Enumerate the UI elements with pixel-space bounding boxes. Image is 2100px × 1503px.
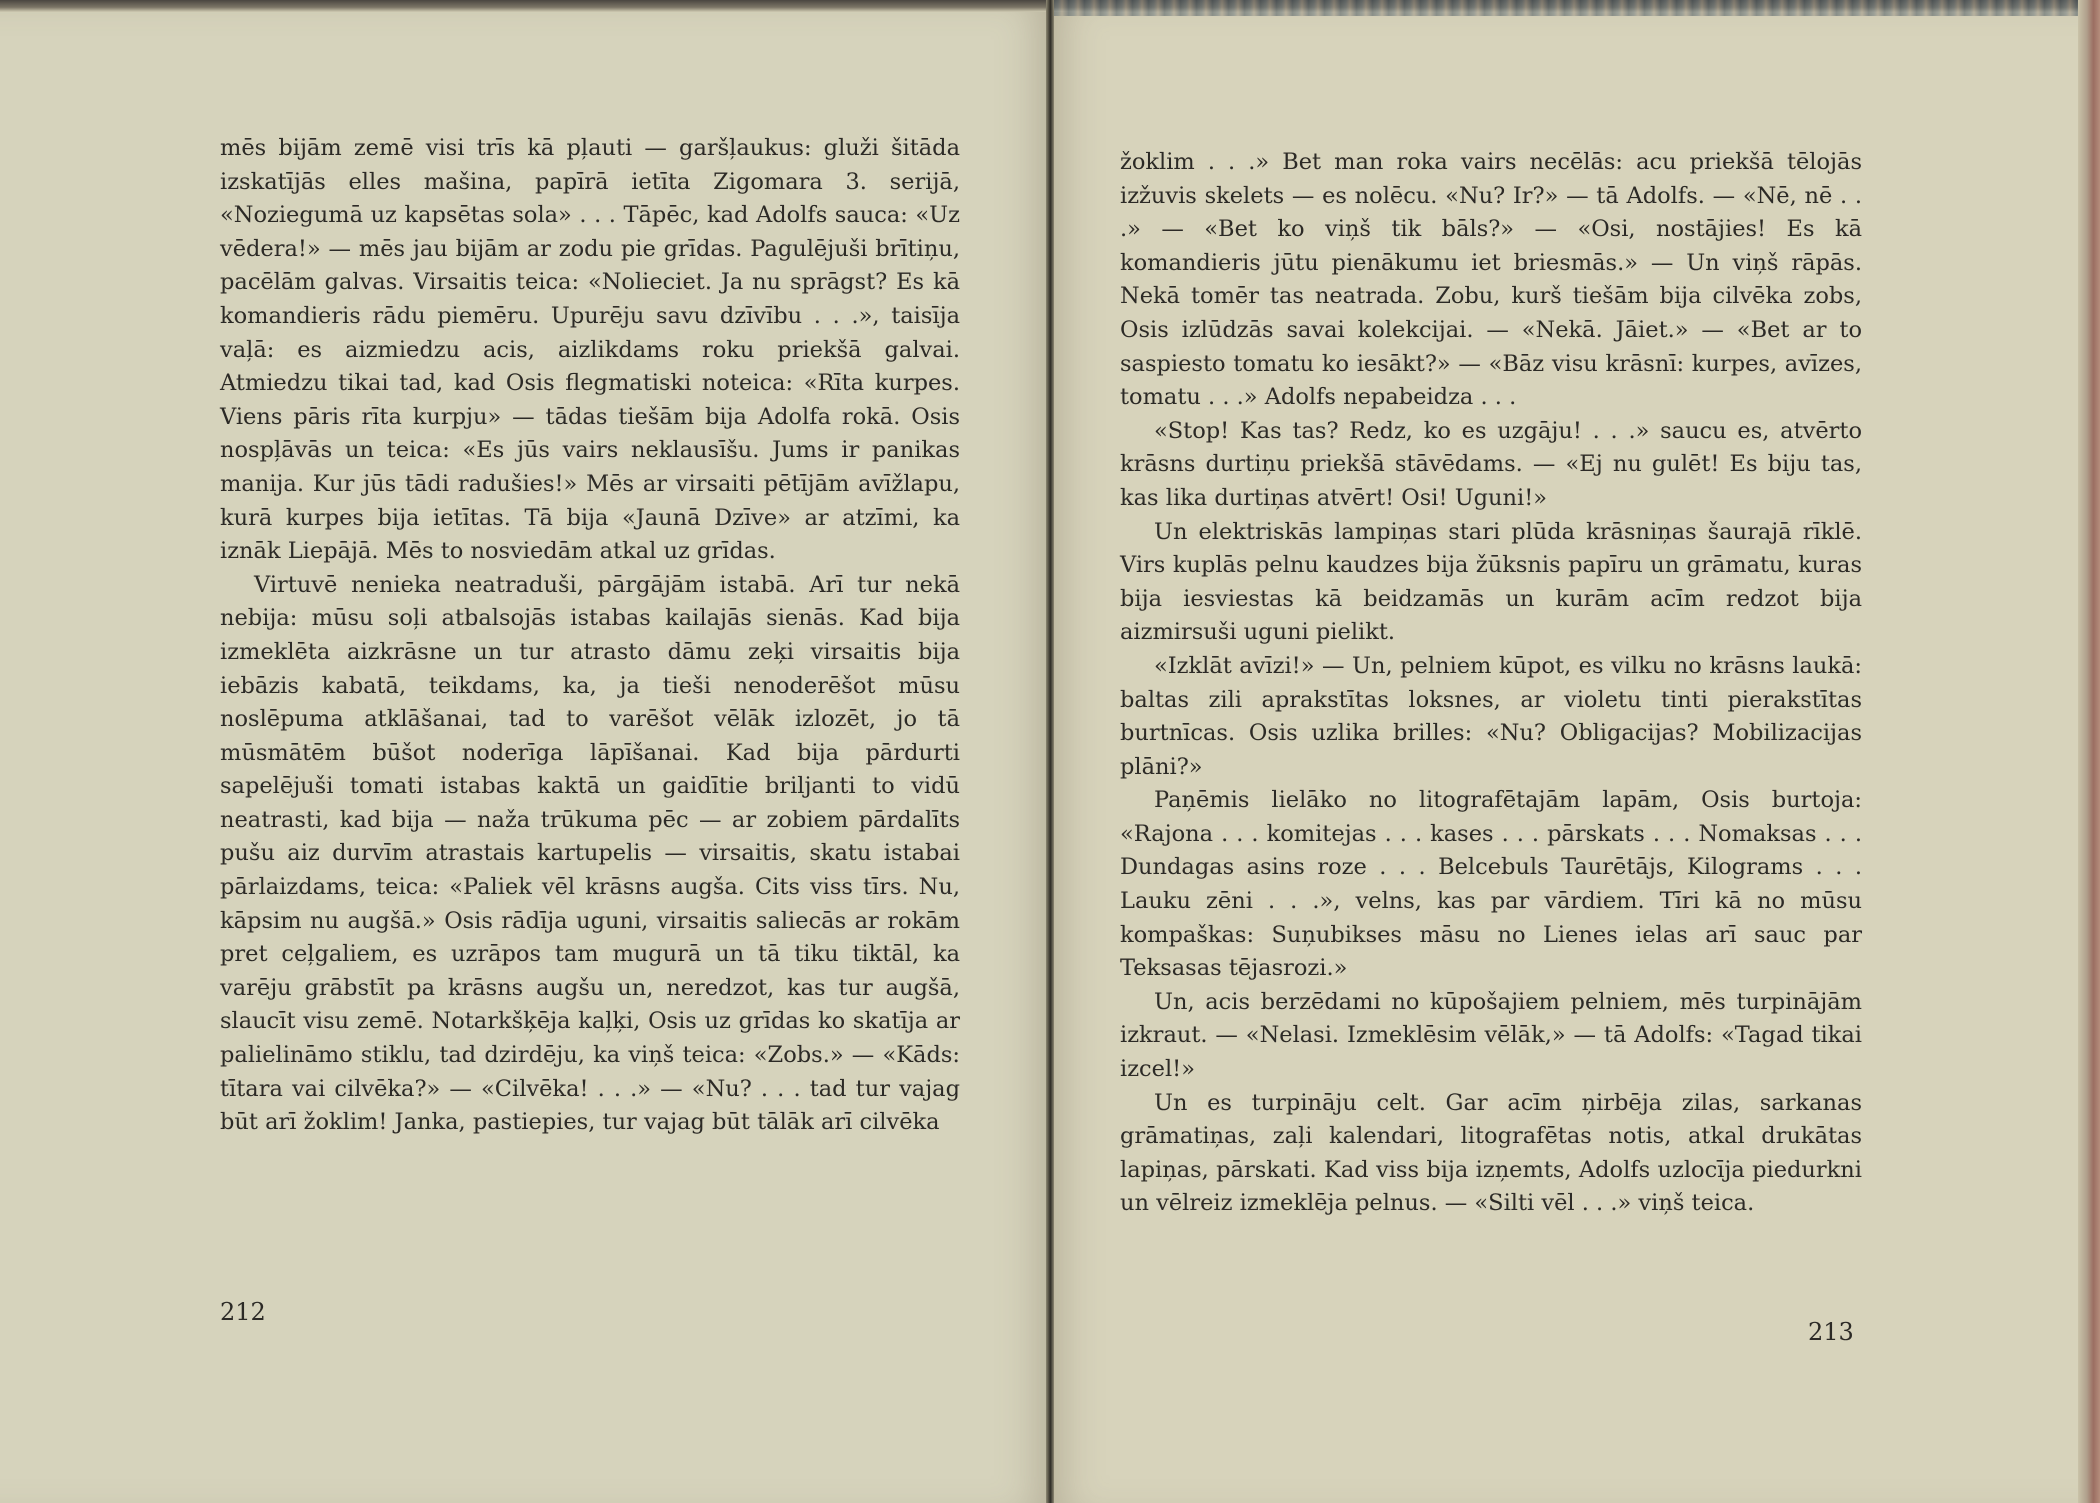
paragraph: Un elektriskās lampiņas stari plūda krāsniņas šaurajā rīklē. Virs kuplās pelnu kaudzes bija žūksnis papīru un grāmatu, kuras bija iesviestas kā beidzamās un kurām acīm redzot bija aizmirsuši uguni pielikt. <box>1120 518 1862 646</box>
right-page-text <box>1120 146 1862 1221</box>
paragraph: Paņēmis lielāko no litografētajām lapām, Osis burtoja: «Rajona . . . komitejas . . . kases . . . pārskats . . . Nomaksas . . . Dundagas asins roze . . . Belcebuls Taurētājs, Kilograms . . . Lauku zēni . . .», velns, kas par vārdiem. Tīri kā no mūsu kompaškas: Suņubikses māsu no Lienes ielas arī sauc par Teksasas tējasrozi.» <box>1120 787 1862 982</box>
paragraph: žoklim . . .» Bet man roka vairs necēlās: acu priekšā tēlojās izžuvis skelets — es nolēcu. «Nu? Ir?» — tā Adolfs. — «Nē, nē . . .» — «Bet ko viņš tik bāls?» — «Osi, nostājies! Es kā komandieris jūtu pienākumu iet briesmās.» — Un viņš rāpās. Nekā tomēr tas neatrada. Zobu, kurš tiešām bija cilvēka zobs, Osis izlūdzās savai kolekcijai. — «Nekā. Jāiet.» — «Bet ar to saspiesto tomatu ko iesākt?» — «Bāz visu krāsnī: kurpes, avīzes, tomatu . . .» Adolfs nepabeidza . . . <box>1120 149 1862 411</box>
book-gutter <box>1046 0 1054 1503</box>
paragraph: Virtuvē nenieka neatraduši, pārgājām istabā. Arī tur nekā nebija: mūsu soļi atbalsojās istabas kailajās sienās. Kad bija izmeklēta aizkrāsne un tur atrasto dāmu zeķi virsaitis bija iebāzis kabatā, teikdams, ka, ja tieši nenoderēšot mūsu noslēpuma atklāšanai, tad to varēšot vēlāk izlozēt, jo tā mūsmātēm būšot noderīga lāpīšanai. Kad bija pārdurti sapelējuši tomati istabas kaktā un gaidītie briljanti to vidū neatrasti, kad bija — naža trūkuma pēc — ar zobiem pārdalīts pušu aiz durvīm atrastais kartupelis — virsaitis, skatu istabai pārlaizdams, teica: «Paliek vēl krāsns augša. Cits viss tīrs. Nu, kāpsim nu augšā.» Osis rādīja uguni, virsaitis saliecās ar rokām pret ceļgaliem, es uzrāpos tam mugurā un tā tiku tiktāl, ka varēju grābstīt pa krāsns augšu un, neredzot, kas tur augšā, slaucīt visu zemē. Notarkšķēja kaļķi, Osis uz grīdas ko skatīja ar palielināmo stiklu, tad dzirdēju, ka viņš teica: «Zobs.» — «Kāds: tītara vai cilvēka?» — «Cilvēka! . . .» — «Nu? . . . tad tur vajag būt arī žoklim! Janka, pastiepies, tur vajag būt tālāk arī cilvēka <box>220 571 960 1136</box>
paragraph: mēs bijām zemē visi trīs kā pļauti — garšļaukus: gluži šitāda izskatījās elles mašina, papīrā ietīta Zigomara 3. serijā, «Noziegumā uz kapsētas sola» . . . Tāpēc, kad Adolfs sauca: «Uz vēdera!» — mēs jau bijām ar zodu pie grīdas. Pagulējuši brītiņu, pacēlām galvas. Virsaitis teica: «Nolieciet. Ja nu sprāgst? Es kā komandieris rādu piemēru. Upurēju savu dzīvību . . .», taisīja vaļā: es aizmiedzu acis, aizlikdams roku priekšā galvai. Atmiedzu tikai tad, kad Osis flegmatiski noteica: «Rīta kurpes. Viens pāris rīta kurpju» — tādas tiešām bija Adolfa rokā. Osis nospļāvās un teica: «Es jūs vairs neklausīšu. Jums ir panikas manija. Kur jūs tādi radušies!» Mēs ar virsaiti pētījām avīžlapu, kurā kurpes bija ietītas. Tā bija «Jaunā Dzīve» ar atzīmi, ka iznāk Liepājā. Mēs to nosviedām atkal uz grīdas. <box>220 135 960 565</box>
paragraph: «Stop! Kas tas? Redz, ko es uzgāju! . . .» saucu es, atvērto krāsns durtiņu priekšā stāvēdams. — «Ej nu gulēt! Es biju tas, kas lika durtiņas atvērt! Osi! Uguni!» <box>1120 417 1862 511</box>
page-number-left: 212 <box>220 1298 266 1326</box>
top-edge-cover <box>1052 0 2100 16</box>
paragraph: Un, acis berzēdami no kūpošajiem pelniem, mēs turpinājām izkraut. — «Nelasi. Izmeklēsim vēlāk,» — tā Adolfs: «Tagad tikai izcel!» <box>1120 988 1862 1083</box>
page-number-right: 213 <box>1808 1318 1854 1346</box>
paragraph: «Izklāt avīzi!» — Un, pelniem kūpot, es vilku no krāsns laukā: baltas zili aprakstītas loksnes, ar violetu tinti pierakstītas burtnīcas. Osis uzlika brilles: «Nu? Obligacijas? Mobilizacijas plāni?» <box>1120 652 1862 780</box>
paragraph: Un es turpināju celt. Gar acīm ņirbēja zilas, sarkanas grāmatiņas, zaļi kalendari, litografētas notis, atkal drukātas lapiņas, pārskati. Kad viss bija izņemts, Adolfs uzlocīja piedurkni un vēlreiz izmeklēja pelnus. — «Silti vēl . . .» viņš teica. <box>1120 1089 1862 1217</box>
right-page-edge <box>2078 0 2100 1503</box>
left-page-text <box>220 132 960 1140</box>
